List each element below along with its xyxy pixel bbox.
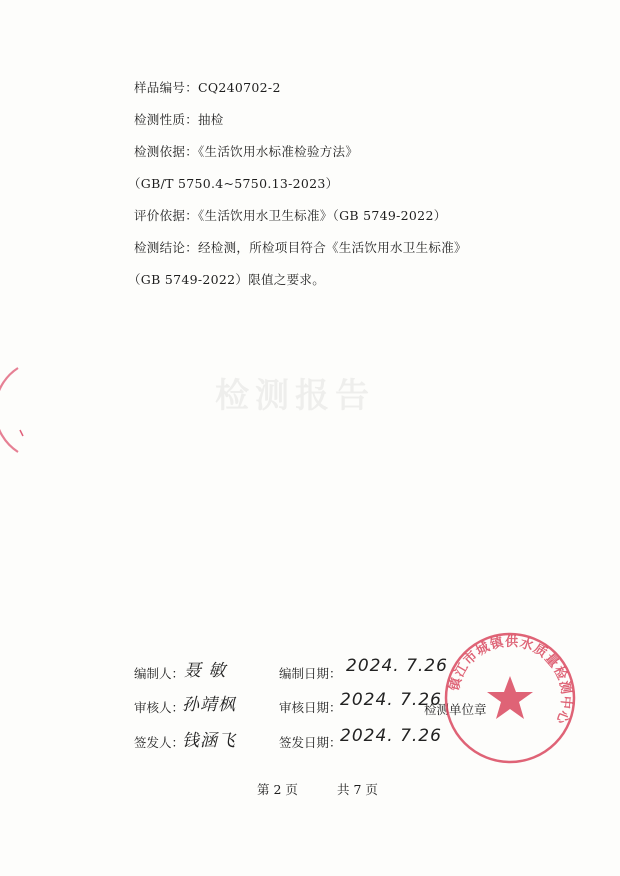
page-number: 第 2 页 bbox=[257, 782, 298, 797]
issuer-label: 签发人： bbox=[134, 735, 185, 750]
compiler-label: 编制人： bbox=[134, 666, 185, 681]
compiler-signature: 聂 敏 bbox=[184, 661, 227, 681]
reviewer-signature: 孙靖枫 bbox=[182, 695, 236, 715]
review-date: 2024. 7.26 bbox=[340, 690, 442, 710]
watermark-text: 检测报告 bbox=[215, 376, 375, 416]
compile-date: 2024. 7.26 bbox=[346, 656, 448, 676]
test-conclusion: 检测结论：经检测，所检项目符合《生活饮用水卫生标准》 bbox=[134, 240, 467, 255]
issue-date: 2024. 7.26 bbox=[340, 726, 442, 746]
test-conclusion-continued: （GB 5749-2022）限值之要求。 bbox=[128, 272, 325, 287]
seal-text: 镇江市城镇供水质量检测中心 bbox=[447, 634, 574, 727]
reviewer-label: 审核人： bbox=[134, 700, 185, 715]
official-seal bbox=[440, 628, 580, 768]
evaluation-basis: 评价依据：《生活饮用水卫生标准》（GB 5749-2022） bbox=[134, 208, 447, 223]
issue-date-label: 签发日期： bbox=[279, 735, 342, 750]
total-pages: 共 7 页 bbox=[337, 782, 378, 797]
test-basis-standard: （GB/T 5750.4~5750.13-2023） bbox=[128, 176, 339, 191]
compile-date-label: 编制日期： bbox=[279, 666, 342, 681]
test-basis: 检测依据：《生活饮用水标准检验方法》 bbox=[134, 144, 359, 159]
unit-stamp-label: 检测单位章 bbox=[424, 702, 487, 717]
test-type: 检测性质：抽检 bbox=[134, 112, 224, 127]
seal-star-icon bbox=[487, 676, 533, 719]
partial-seal-arc bbox=[0, 360, 26, 460]
review-date-label: 审核日期： bbox=[279, 700, 342, 715]
sample-number: 样品编号：CQ240702-2 bbox=[134, 80, 281, 95]
issuer-signature: 钱涵飞 bbox=[182, 731, 236, 751]
